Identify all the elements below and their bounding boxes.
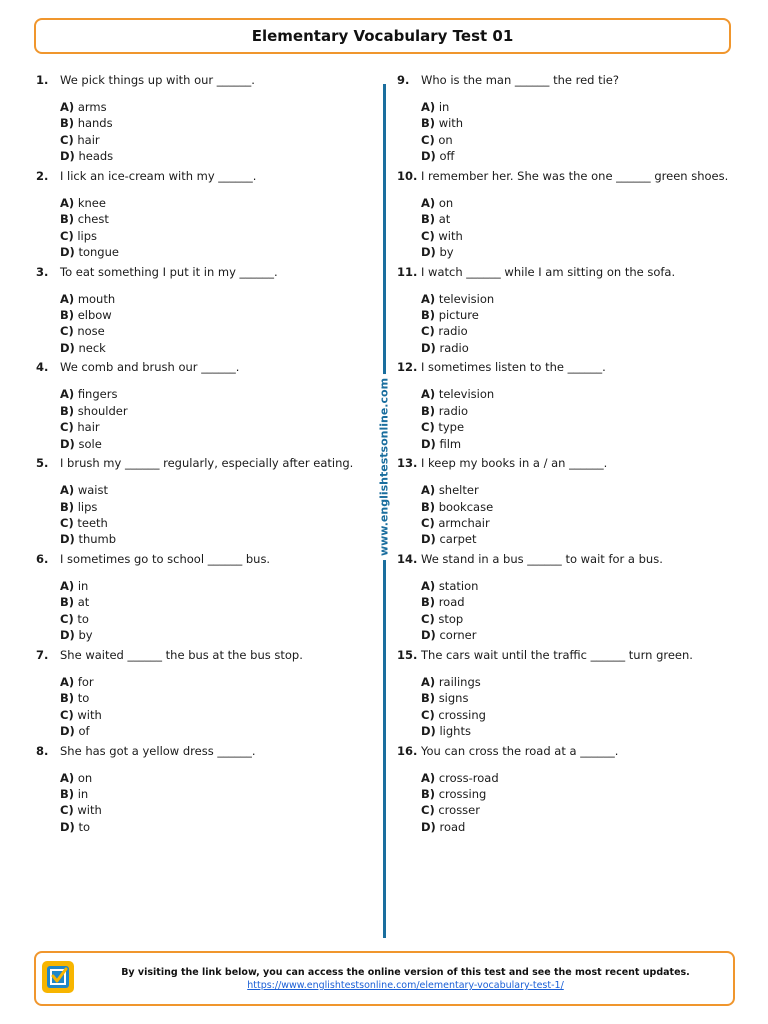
option-letter: B) [421,595,436,610]
answer-option [60,531,376,547]
option-text: road [438,595,465,610]
option-letter: A) [60,195,75,210]
option-letter: C) [60,803,74,818]
answer-option [60,482,376,498]
option-letter: D) [421,819,436,834]
answer-options [397,482,737,548]
footer-text: By visiting the link below, you can access the online version of this test and see the most recent updates. [121,967,690,978]
answer-option [60,291,376,307]
answer-option [60,515,376,531]
question-line [36,264,376,280]
answer-options [36,674,376,740]
question-line [397,359,737,375]
option-text: with [438,228,463,243]
question [397,455,737,551]
option-letter: A) [60,483,75,498]
answer-options [397,99,737,165]
answer-options [36,195,376,261]
answer-options [36,99,376,165]
answer-options [36,578,376,644]
question-text: The cars wait until the traffic ______ turn green. [421,647,693,662]
answer-option [421,323,737,339]
answer-option [60,148,376,164]
option-text: lips [77,499,98,514]
option-text: by [439,244,454,259]
question-number: 7. [36,647,49,662]
answer-option [60,403,376,419]
option-text: bookcase [438,499,494,514]
question-line [397,264,737,280]
answer-options [36,770,376,836]
option-text: in [438,99,450,114]
option-text: armchair [438,515,490,530]
question-text: I sometimes listen to the ______. [421,360,606,375]
question-text: We stand in a bus ______ to wait for a bus. [421,551,663,566]
option-letter: D) [60,149,75,164]
option-text: with [438,116,464,131]
option-text: chest [77,212,109,227]
option-text: off [439,149,455,164]
option-text: on [438,132,453,147]
answer-option [60,770,376,786]
option-text: radio [438,403,468,418]
option-letter: B) [60,403,75,418]
option-text: corner [439,628,477,643]
answer-option [60,594,376,610]
answer-option [60,323,376,339]
question [397,72,737,168]
question [397,168,737,264]
option-letter: B) [421,499,436,514]
option-text: by [78,628,93,643]
answer-options [36,386,376,452]
option-text: heads [78,149,114,164]
question [36,647,376,743]
answer-options [397,674,737,740]
question [36,455,376,551]
option-letter: A) [60,291,75,306]
question-line [397,743,737,759]
answer-option [60,228,376,244]
question-line [397,455,737,471]
question-number: 3. [36,264,49,279]
option-letter: A) [60,770,75,785]
question-number: 9. [397,73,410,87]
questions-right-column [397,72,737,838]
option-letter: A) [421,99,436,114]
question-line [36,168,376,184]
answer-option [421,386,737,402]
question-line [36,455,376,471]
answer-options [397,291,737,357]
answer-option [421,499,737,515]
option-letter: B) [421,786,436,801]
answer-option [60,99,376,115]
option-letter: A) [60,387,75,402]
option-letter: C) [60,132,74,147]
option-letter: A) [60,674,75,689]
question-line [36,551,376,567]
option-letter: D) [421,532,436,547]
option-letter: B) [421,307,436,322]
question-number: 1. [36,73,49,87]
option-text: lights [439,723,471,738]
answer-option [60,707,376,723]
answer-option [60,674,376,690]
question-line [397,168,737,184]
answer-option [60,627,376,643]
option-letter: D) [421,628,436,643]
answer-option [421,291,737,307]
page-title: Elementary Vocabulary Test 01 [251,27,514,45]
option-letter: D) [421,149,436,164]
question-text: I keep my books in a / an ______. [421,456,608,471]
answer-option [421,707,737,723]
answer-option [421,132,737,148]
option-text: waist [77,483,108,498]
answer-option [60,386,376,402]
option-letter: D) [60,340,75,355]
question-number: 6. [36,551,49,566]
answer-option [421,674,737,690]
option-text: crossing [438,707,486,722]
option-letter: C) [421,324,435,339]
question [397,743,737,839]
option-letter: A) [421,674,436,689]
answer-option [60,819,376,835]
option-letter: D) [60,244,75,259]
question-line [36,743,376,759]
answer-option [60,690,376,706]
option-letter: D) [60,819,75,834]
question-text: I brush my ______ regularly, especially after eating. [60,456,354,471]
option-text: mouth [77,291,116,306]
option-text: hair [77,132,100,147]
side-url: www.englishtestsonline.com [378,374,391,560]
option-letter: C) [421,420,435,435]
option-text: hands [77,116,113,131]
option-letter: B) [421,403,436,418]
option-letter: B) [60,212,75,227]
answer-option [421,340,737,356]
option-text: in [77,786,89,801]
option-text: teeth [77,515,108,530]
option-text: fingers [77,387,118,402]
option-text: at [77,595,90,610]
question-text: She has got a yellow dress ______. [60,743,256,758]
question [36,359,376,455]
option-letter: C) [421,803,435,818]
option-text: elbow [77,307,112,322]
question-text: I lick an ice-cream with my ______. [60,168,257,183]
option-text: for [77,674,94,689]
answer-option [60,115,376,131]
question [397,551,737,647]
answer-options [36,482,376,548]
answer-option [60,611,376,627]
answer-option [421,148,737,164]
question-text: To eat something I put it in my ______. [60,264,278,279]
answer-option [421,228,737,244]
answer-option [421,99,737,115]
question-number: 13. [397,456,418,471]
option-letter: B) [421,212,436,227]
option-letter: B) [60,691,75,706]
answer-options [397,386,737,452]
option-text: hair [77,420,100,435]
option-letter: D) [421,340,436,355]
option-text: crosser [438,803,480,818]
answer-option [421,211,737,227]
answer-option [60,578,376,594]
question-text: I sometimes go to school ______ bus. [60,551,271,566]
question-text: I remember her. She was the one ______ green shoes. [421,168,729,183]
option-letter: A) [421,483,436,498]
option-letter: C) [421,515,435,530]
question [36,168,376,264]
option-letter: B) [421,691,436,706]
option-letter: A) [60,99,75,114]
answer-option [421,690,737,706]
question-number: 2. [36,168,49,183]
option-letter: C) [421,228,435,243]
answer-options [36,291,376,357]
option-text: railings [438,674,481,689]
questions-left-column [36,72,376,838]
option-letter: B) [60,499,75,514]
question-text: Who is the man ______ the red tie? [421,73,619,87]
answer-options [397,578,737,644]
question-line [397,647,737,663]
option-text: signs [438,691,469,706]
option-letter: A) [421,195,436,210]
option-letter: B) [60,595,75,610]
option-letter: D) [60,723,75,738]
option-text: film [439,436,462,451]
answer-option [421,723,737,739]
option-text: with [77,803,102,818]
question [36,551,376,647]
option-text: radio [438,324,468,339]
option-text: to [77,611,89,626]
option-letter: B) [60,307,75,322]
question-line [36,359,376,375]
option-text: of [78,723,90,738]
answer-option [60,211,376,227]
option-text: television [438,291,495,306]
answer-option [421,515,737,531]
answer-option [421,594,737,610]
option-text: cross-road [438,770,499,785]
option-letter: C) [421,707,435,722]
option-text: knee [77,195,106,210]
question [36,264,376,360]
question-text: You can cross the road at a ______. [421,743,619,758]
option-text: sole [78,436,102,451]
answer-option [421,307,737,323]
option-letter: C) [421,611,435,626]
option-letter: C) [60,324,74,339]
option-text: radio [439,340,469,355]
option-letter: C) [421,132,435,147]
option-letter: B) [60,786,75,801]
option-letter: D) [421,244,436,259]
answer-option [421,403,737,419]
answer-option [421,627,737,643]
option-text: arms [77,99,107,114]
question-number: 15. [397,647,418,662]
question-number: 5. [36,456,49,471]
answer-option [60,419,376,435]
answer-option [421,611,737,627]
answer-option [421,482,737,498]
option-text: television [438,387,495,402]
question-text: She waited ______ the bus at the bus stop. [60,647,303,662]
answer-option [421,419,737,435]
question-line [36,72,376,88]
answer-option [60,436,376,452]
question-line [397,72,737,88]
question-line [397,551,737,567]
option-letter: B) [421,116,436,131]
answer-option [60,340,376,356]
option-text: carpet [439,532,477,547]
answer-option [421,195,737,211]
option-letter: A) [421,291,436,306]
answer-option [421,770,737,786]
answer-options [397,195,737,261]
question-number: 10. [397,168,418,183]
answer-option [421,802,737,818]
option-letter: C) [60,707,74,722]
option-letter: A) [60,578,75,593]
option-text: neck [78,340,106,355]
option-letter: C) [60,420,74,435]
option-text: in [77,578,89,593]
question-line [36,647,376,663]
question [397,264,737,360]
option-text: to [77,691,90,706]
question [36,72,376,168]
option-letter: C) [60,611,74,626]
question-number: 11. [397,264,418,279]
question-number: 4. [36,360,49,375]
answer-option [421,115,737,131]
option-text: shelter [438,483,479,498]
option-letter: B) [60,116,75,131]
option-text: with [77,707,102,722]
option-text: picture [438,307,479,322]
answer-option [60,723,376,739]
answer-option [421,819,737,835]
option-letter: A) [421,387,436,402]
option-letter: D) [421,436,436,451]
question-text: We comb and brush our ______. [60,360,240,375]
option-letter: D) [60,436,75,451]
option-text: tongue [78,244,119,259]
answer-option [60,499,376,515]
option-text: road [439,819,466,834]
option-text: type [438,420,465,435]
answer-option [421,578,737,594]
answer-option [60,244,376,260]
question-text: We pick things up with our ______. [60,73,255,87]
option-letter: C) [60,515,74,530]
question-number: 12. [397,360,418,375]
answer-option [60,132,376,148]
option-text: stop [438,611,464,626]
answer-option [421,436,737,452]
option-text: station [438,578,479,593]
question-number: 14. [397,551,418,566]
answer-option [60,802,376,818]
answer-option [60,307,376,323]
option-text: on [438,195,454,210]
option-text: lips [77,228,98,243]
option-letter: A) [421,578,436,593]
footer-link[interactable]: https://www.englishtestsonline.com/elementary-vocabulary-test-1/ [247,980,564,991]
option-text: nose [77,324,105,339]
answer-options [397,770,737,836]
option-text: to [78,819,91,834]
option-text: at [438,212,451,227]
question [397,647,737,743]
option-letter: C) [60,228,74,243]
answer-option [421,244,737,260]
answer-option [421,786,737,802]
option-text: on [77,770,93,785]
answer-option [60,786,376,802]
option-text: crossing [438,786,487,801]
option-text: thumb [78,532,117,547]
question-number: 8. [36,743,49,758]
answer-option [421,531,737,547]
title-box [34,18,731,54]
checkbox-check-icon [42,961,74,993]
option-letter: D) [60,532,75,547]
question-number: 16. [397,743,418,758]
option-letter: A) [421,770,436,785]
question-text: I watch ______ while I am sitting on the sofa. [421,264,676,279]
footer-box [34,951,735,1006]
option-text: shoulder [77,403,128,418]
option-letter: D) [421,723,436,738]
question [36,743,376,839]
option-letter: D) [60,628,75,643]
question [397,359,737,455]
answer-option [60,195,376,211]
